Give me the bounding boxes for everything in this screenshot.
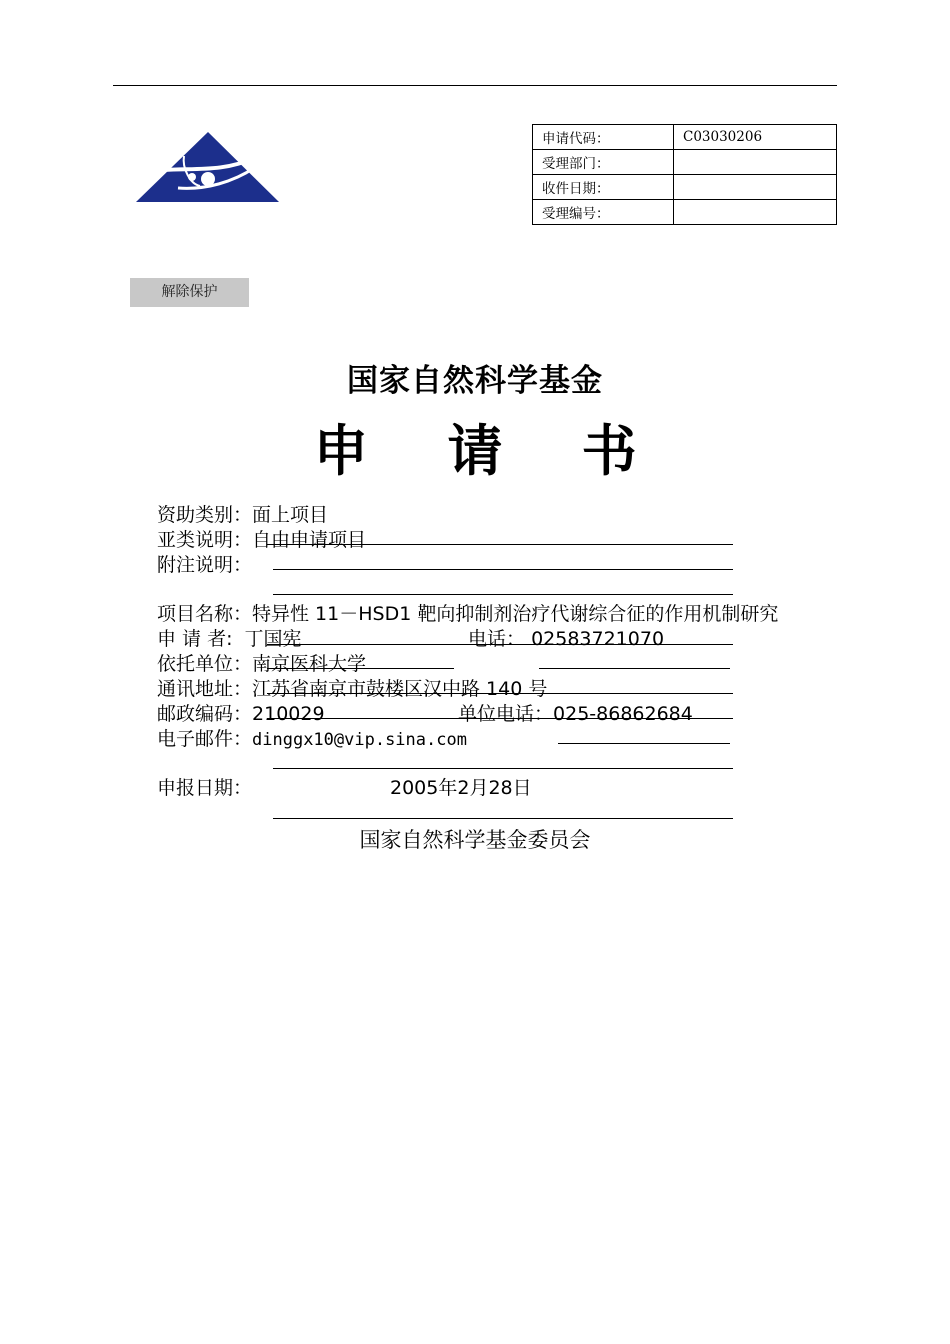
unit-phone-value[interactable]: 025-86862684 <box>553 703 693 725</box>
top-rule <box>113 85 837 86</box>
registry-value[interactable] <box>674 150 837 175</box>
registry-label: 申请代码： <box>533 125 674 150</box>
email-underline <box>558 743 730 744</box>
submit-date-row <box>157 776 252 800</box>
funding-type-row <box>157 503 328 527</box>
registry-value[interactable] <box>674 200 837 225</box>
subcategory-row <box>157 528 366 552</box>
registry-table <box>532 124 837 225</box>
table-row <box>533 150 837 175</box>
unprotect-button[interactable]: 解除保护 <box>130 278 249 307</box>
email-underline-2 <box>273 768 733 769</box>
submit-date-underline <box>273 818 733 819</box>
table-row <box>533 200 837 225</box>
institution-value[interactable]: 南京医科大学 <box>252 653 367 675</box>
institution-label: 依托单位： <box>157 653 253 675</box>
email-row <box>157 727 467 752</box>
institution-underline-2 <box>539 668 730 669</box>
subcategory-underline <box>267 544 733 545</box>
submit-date-label: 申报日期： <box>157 777 253 799</box>
postcode-row <box>157 702 325 726</box>
table-row <box>533 125 837 150</box>
note-label: 附注说明： <box>157 554 253 576</box>
registry-label: 受理部门： <box>533 150 674 175</box>
phone-label: 电话： <box>468 628 526 650</box>
unit-phone-label: 单位电话： <box>458 703 554 725</box>
phone-field <box>468 627 664 651</box>
applicant-row <box>157 627 302 651</box>
table-row <box>533 175 837 200</box>
applicant-label: 申 请 者: <box>157 628 233 650</box>
nsfc-logo <box>134 128 282 206</box>
subcategory-value[interactable]: 自由申请项目 <box>252 529 367 551</box>
address-underline <box>267 693 733 694</box>
funding-type-value[interactable]: 面上项目 <box>252 504 329 526</box>
project-name-row <box>157 602 778 626</box>
page-title: 国家自然科学基金 <box>347 363 603 399</box>
project-name-label: 项目名称： <box>157 603 253 625</box>
registry-value[interactable]: C03030206 <box>674 125 837 150</box>
postcode-value[interactable]: 210029 <box>252 703 325 725</box>
email-label: 电子邮件： <box>157 728 253 750</box>
phone-value[interactable]: 02583721070 <box>531 628 665 650</box>
page-subtitle: 申 请 书 <box>313 419 667 483</box>
postcode-underline <box>267 718 733 719</box>
subcategory-label: 亚类说明： <box>157 529 253 551</box>
registry-label: 收件日期： <box>533 175 674 200</box>
note-row <box>157 553 252 577</box>
submit-date-value[interactable]: 2005年2月28日 <box>390 777 532 799</box>
postcode-label: 邮政编码： <box>157 703 253 725</box>
registry-value[interactable] <box>674 175 837 200</box>
institution-underline <box>267 668 454 669</box>
funding-type-label: 资助类别： <box>157 504 253 526</box>
note-underline-2 <box>273 594 733 595</box>
applicant-value[interactable]: 丁国宪 <box>244 628 302 650</box>
project-name-value[interactable]: 特异性 11－HSD1 靶向抑制剂治疗代谢综合征的作用机制研究 <box>252 603 779 625</box>
institution-row <box>157 652 366 676</box>
email-value[interactable]: dinggx10@vip.sina.com <box>252 730 467 750</box>
applicant-underline <box>267 644 733 645</box>
address-value[interactable]: 江苏省南京市鼓楼区汉中路 140 号 <box>252 678 548 700</box>
registry-label: 受理编号： <box>533 200 674 225</box>
footer-org: 国家自然科学基金委员会 <box>359 828 591 852</box>
address-label: 通讯地址： <box>157 678 253 700</box>
note-underline <box>273 569 733 570</box>
unit-phone-field <box>458 702 693 726</box>
address-row <box>157 677 547 701</box>
